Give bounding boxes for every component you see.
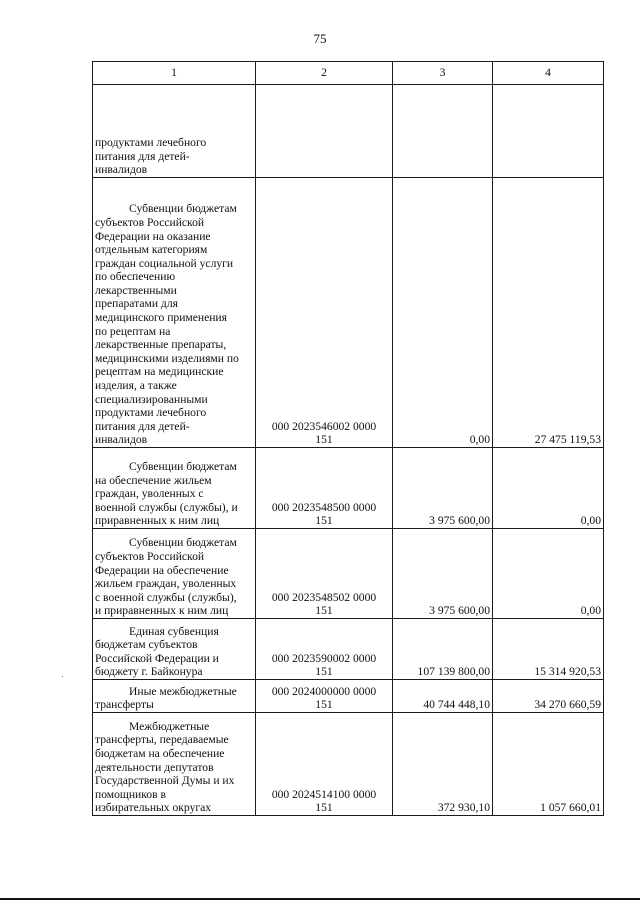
- row-value-col3: 372 930,10: [393, 713, 493, 816]
- row-value-col4: 1 057 660,01: [493, 713, 604, 816]
- row-value-col4: [493, 85, 604, 178]
- table-header-row: [93, 62, 604, 85]
- page-bottom-rule: [0, 898, 640, 900]
- row-description: Субвенции бюджетам субъектов Российской Федерации на оказание отдельным категориям граждан социальной услуги по обеспечению лекарственными препаратами для медицинского применения по рецептам на лекарственные препараты, медицинскими изделиями по рецептам на медицинские изделия, а также специализированными продуктами лечебного питания для детей- инвалидов: [93, 178, 256, 448]
- page-number: 75: [313, 31, 327, 46]
- table-row: [93, 680, 604, 713]
- row-description: Иные межбюджетные трансферты: [93, 680, 256, 713]
- table-row: [93, 85, 604, 178]
- row-value-col3: [393, 85, 493, 178]
- budget-table: [92, 61, 604, 816]
- row-code: 000 2023548500 0000 151: [256, 448, 393, 529]
- row-description: Субвенции бюджетам субъектов Российской Федерации на обеспечение жильем граждан, уволенных с военной службы (службы), и приравненных к ним лиц: [93, 529, 256, 619]
- row-value-col4: 0,00: [493, 448, 604, 529]
- header-col-1: 1: [93, 62, 256, 85]
- table-row: [93, 178, 604, 448]
- row-description: Единая субвенция бюджетам субъектов Российской Федерации и бюджету г. Байконура: [93, 619, 256, 680]
- scan-speck: [62, 676, 63, 677]
- header-col-3: 3: [393, 62, 493, 85]
- row-value-col4: 15 314 920,53: [493, 619, 604, 680]
- row-code: 000 2023548502 0000 151: [256, 529, 393, 619]
- row-value-col3: 107 139 800,00: [393, 619, 493, 680]
- row-value-col4: 0,00: [493, 529, 604, 619]
- row-description: Межбюджетные трансферты, передаваемые бюджетам на обеспечение деятельности депутатов Государственной Думы и их помощников в избирательных округах: [93, 713, 256, 816]
- table-row: [93, 619, 604, 680]
- header-col-2: 2: [256, 62, 393, 85]
- row-code: 000 2023590002 0000 151: [256, 619, 393, 680]
- row-description: Субвенции бюджетам на обеспечение жильем граждан, уволенных с военной службы (службы), и приравненных к ним лиц: [93, 448, 256, 529]
- table-row: [93, 529, 604, 619]
- row-value-col3: 3 975 600,00: [393, 529, 493, 619]
- row-code: 000 2024000000 0000 151: [256, 680, 393, 713]
- row-code: 000 2024514100 0000 151: [256, 713, 393, 816]
- table-row: [93, 713, 604, 816]
- row-value-col3: 40 744 448,10: [393, 680, 493, 713]
- header-col-4: 4: [493, 62, 604, 85]
- row-value-col3: 3 975 600,00: [393, 448, 493, 529]
- row-description: продуктами лечебного питания для детей- инвалидов: [93, 85, 256, 178]
- row-value-col3: 0,00: [393, 178, 493, 448]
- row-value-col4: 34 270 660,59: [493, 680, 604, 713]
- row-code: 000 2023546002 0000 151: [256, 178, 393, 448]
- row-code: [256, 85, 393, 178]
- table-row: [93, 448, 604, 529]
- row-value-col4: 27 475 119,53: [493, 178, 604, 448]
